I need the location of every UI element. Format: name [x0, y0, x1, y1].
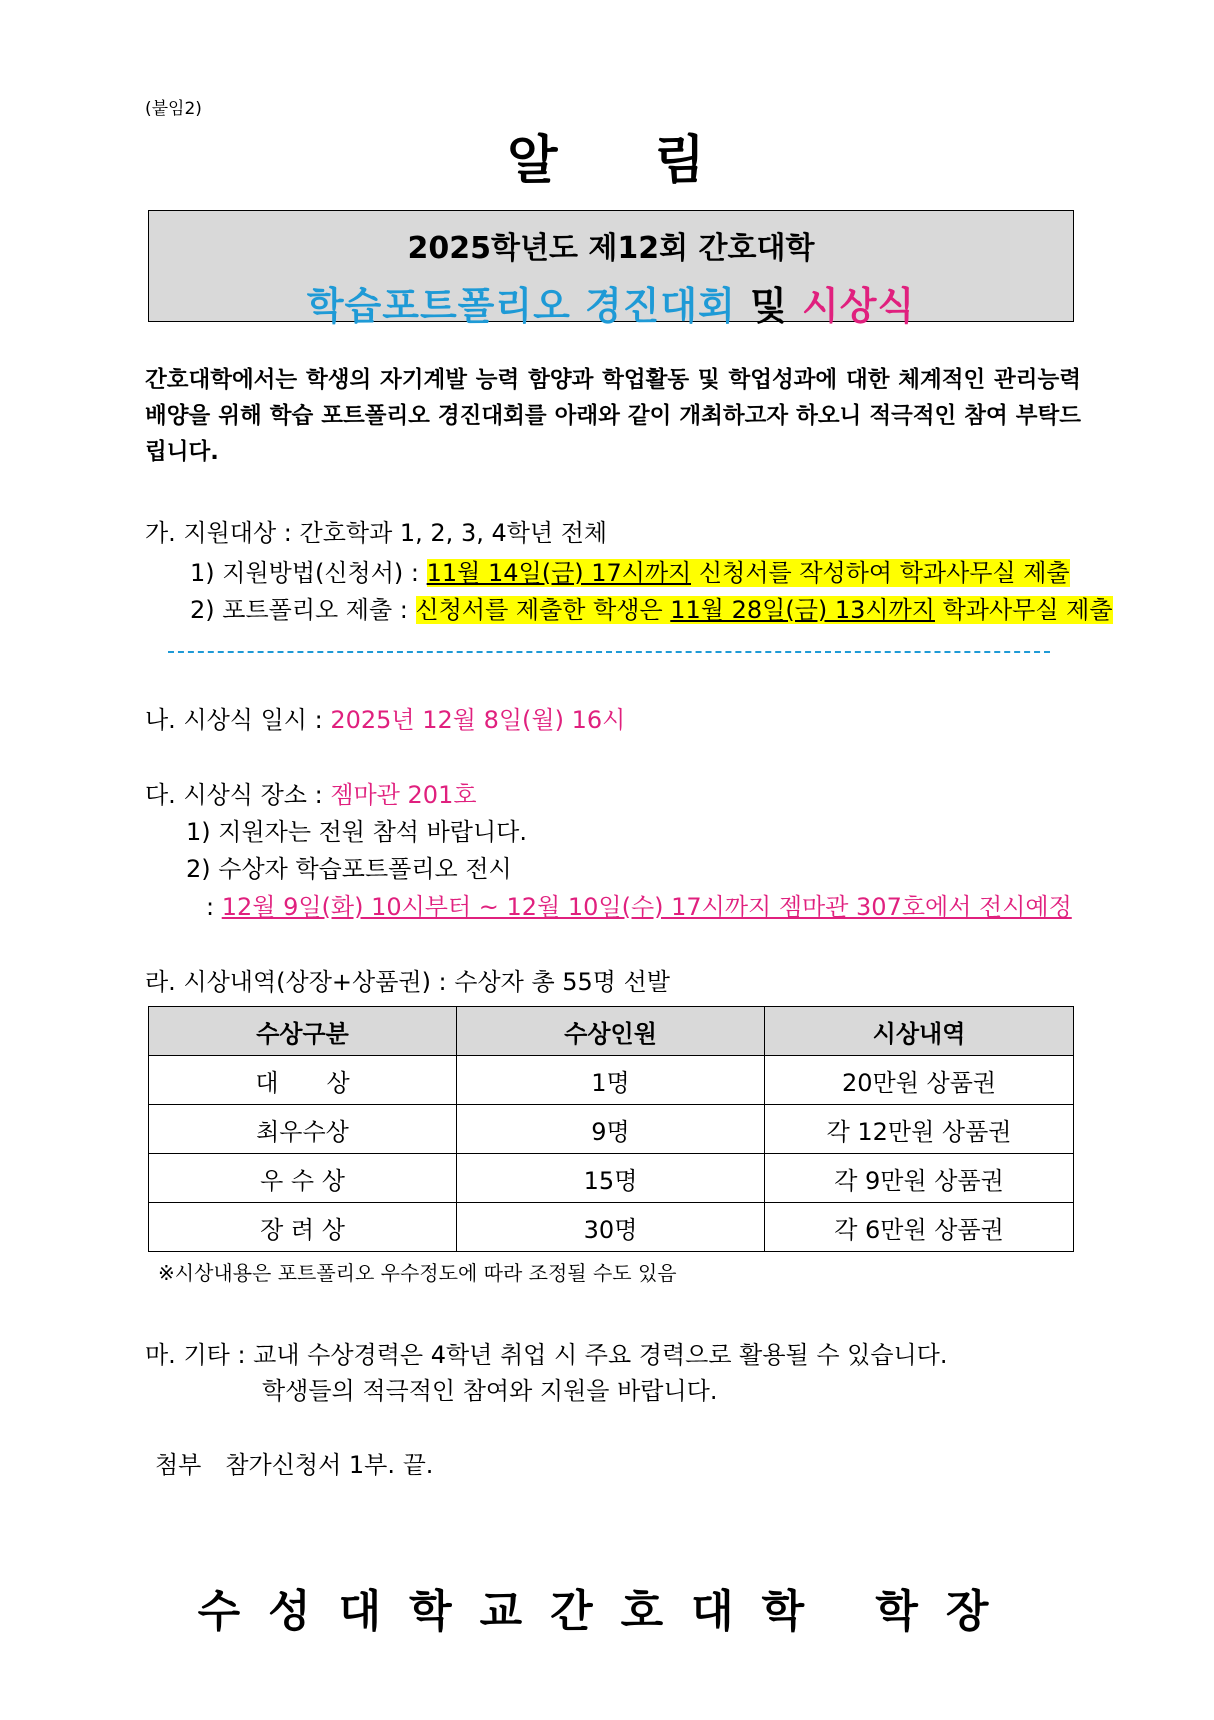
award-type-cell: 장 려 상	[149, 1203, 457, 1252]
ceremony-date-label: 나. 시상식 일시 :	[145, 706, 331, 734]
section-na	[145, 700, 625, 735]
section-divider	[168, 651, 1050, 653]
recipients-cell: 15명	[457, 1154, 765, 1203]
recipients-cell: 30명	[457, 1203, 765, 1252]
intro-paragraph: 간호대학에서는 학생의 자기계발 능력 함양과 학업활동 및 학업성과에 대한 체계적인 관리능력 배양을 위해 학습 포트폴리오 경진대회를 아래와 같이 개최하고자 하오니 적극적인 참여 부탁드립니다.	[145, 367, 1081, 465]
ceremony-date-value: 2025년 12월 8일(월) 16시	[330, 706, 626, 734]
attachment-note: 첨부 참가신청서 1부. 끝.	[155, 1451, 434, 1479]
exhibit-schedule	[206, 887, 1072, 922]
header-connector: 및	[735, 284, 803, 328]
section-ga-item-2	[190, 590, 1113, 625]
contest-name: 학습포트폴리오 경진대회	[306, 284, 736, 328]
table-row	[149, 1203, 1074, 1252]
title-part-1: 알	[507, 131, 560, 191]
col-header-award-type: 수상구분	[149, 1007, 457, 1056]
table-row	[149, 1056, 1074, 1105]
prize-cell: 각 12만원 상품권	[765, 1105, 1074, 1154]
section-ga-item-1	[190, 553, 1070, 588]
award-type-cell: 최우수상	[149, 1105, 457, 1154]
ceremony-place-value: 젬마관 201호	[330, 781, 477, 809]
section-da-item-2: 2) 수상자 학습포트폴리오 전시	[186, 855, 512, 883]
header-line-2	[149, 275, 1073, 330]
ceremony-place-label: 다. 시상식 장소 :	[145, 781, 331, 809]
prize-cell: 각 6만원 상품권	[765, 1203, 1074, 1252]
item2-label: 2) 포트폴리오 제출 :	[190, 596, 416, 624]
item2-pre: 신청서를 제출한 학생은	[415, 596, 671, 624]
award-type-cell: 우 수 상	[149, 1154, 457, 1203]
issuer-signature: 수성대학교간호대학 학장	[197, 1586, 1017, 1637]
award-type-cell: 대 상	[149, 1056, 457, 1105]
prize-cell: 각 9만원 상품권	[765, 1154, 1074, 1203]
attachment-label: (붙임2)	[145, 99, 202, 119]
section-da-item-1: 1) 지원자는 전원 참석 바랍니다.	[186, 818, 527, 846]
exhibit-value: 12월 9일(화) 10시부터 ~ 12월 10일(수) 17시까지 젬마관 307호에서 전시예정	[221, 893, 1072, 921]
recipients-cell: 1명	[457, 1056, 765, 1105]
awards-note: ※시상내용은 포트폴리오 우수정도에 따라 조정될 수도 있음	[158, 1261, 677, 1285]
item2-deadline: 11월 28일(금) 13시까지	[670, 596, 935, 624]
prize-cell: 20만원 상품권	[765, 1056, 1074, 1105]
exhibit-prefix: :	[206, 893, 222, 921]
item1-deadline: 11월 14일(금) 17시까지	[426, 559, 692, 587]
awards-table	[148, 1006, 1074, 1252]
table-row	[149, 1105, 1074, 1154]
section-ga-heading: 가. 지원대상 : 간호학과 1, 2, 3, 4학년 전체	[145, 519, 608, 547]
item1-label: 1) 지원방법(신청서) :	[190, 559, 427, 587]
col-header-recipients: 수상인원	[457, 1007, 765, 1056]
item2-rest: 학과사무실 제출	[934, 596, 1113, 624]
ceremony-name: 시상식	[802, 284, 916, 328]
section-ra-heading: 라. 시상내역(상장+상품권) : 수상자 총 55명 선발	[145, 968, 670, 996]
section-da	[145, 775, 477, 810]
section-ma-line-2: 학생들의 적극적인 참여와 지원을 바랍니다.	[262, 1377, 718, 1405]
header-box	[148, 210, 1074, 328]
section-ma-line-1: 마. 기타 : 교내 수상경력은 4학년 취업 시 주요 경력으로 활용될 수 있습니다.	[145, 1341, 948, 1369]
col-header-prize: 시상내역	[765, 1007, 1074, 1056]
table-header-row	[149, 1007, 1074, 1056]
page-title	[0, 118, 1214, 193]
recipients-cell: 9명	[457, 1105, 765, 1154]
title-part-2: 림	[654, 131, 707, 191]
table-row	[149, 1154, 1074, 1203]
header-line-1: 2025학년도 제12회 간호대학	[407, 231, 815, 266]
item1-rest: 신청서를 작성하여 학과사무실 제출	[691, 559, 1070, 587]
